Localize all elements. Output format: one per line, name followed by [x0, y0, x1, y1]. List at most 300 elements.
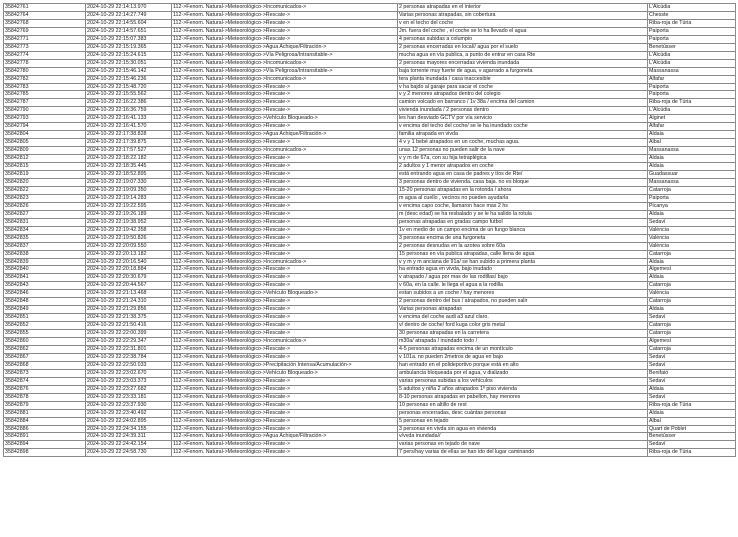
incident-id-cell: 35842785	[4, 91, 86, 99]
category-cell: 112->Fenom. Natural->Meteorológico->Rescate->	[172, 449, 398, 457]
timestamp-cell: 2024-10-29 22:14:55.604	[86, 19, 172, 27]
table-row	[4, 83, 736, 91]
description-cell: 5 adultos y niña 2 años atrapados 1º piso vivienda	[398, 385, 648, 393]
description-cell: baja torrente muy fuerte de agua, v agarrado a furgoneta	[398, 67, 648, 75]
description-cell: v encima del coche audi a3 azul claro.	[398, 314, 648, 322]
municipality-cell: L'Alcúdia	[648, 4, 736, 12]
category-cell: 112->Fenom. Natural->Meteorológico->Rescate->	[172, 226, 398, 234]
table-row	[4, 218, 736, 226]
description-cell: v y m y m anciana de 91a/ se han subido a primera planta	[398, 258, 648, 266]
category-cell: 112->Fenom. Natural->Meteorológico->Rescate->	[172, 139, 398, 147]
municipality-cell: València	[648, 226, 736, 234]
description-cell: v encima capo coche, llamaron hace mas 2 hs	[398, 202, 648, 210]
incident-id-cell: 35842852	[4, 322, 86, 330]
municipality-cell: L'Alcúdia	[648, 59, 736, 67]
municipality-cell: Aldaia	[648, 210, 736, 218]
description-cell: tera planta inundada / casa inaccesible	[398, 75, 648, 83]
description-cell: v 101a. no pueden 2metros de agua en bajo	[398, 353, 648, 361]
category-cell: 112->Fenom. Natural->Meteorológico->Agua Achique/Filtración->	[172, 43, 398, 51]
incident-id-cell: 35842815	[4, 163, 86, 171]
description-cell: 10 personas en altillo de rest	[398, 401, 648, 409]
timestamp-cell: 2024-10-29 22:19:50.826	[86, 234, 172, 242]
category-cell: 112->Fenom. Natural->Meteorológico->Incomunicados->	[172, 147, 398, 155]
table-row	[4, 250, 736, 258]
category-cell: 112->Fenom. Natural->Meteorológico->Rescate->	[172, 194, 398, 202]
municipality-cell: València	[648, 234, 736, 242]
table-row	[4, 306, 736, 314]
table-row	[4, 441, 736, 449]
category-cell: 112->Fenom. Natural->Meteorológico->Rescate->	[172, 441, 398, 449]
description-cell: 4 v y 1 bebé atrapados en un coche, muchas agua.	[398, 139, 648, 147]
timestamp-cell: 2024-10-29 22:14:13.970	[86, 4, 172, 12]
incident-id-cell: 35842839	[4, 258, 86, 266]
timestamp-cell: 2024-10-29 22:20:44.567	[86, 282, 172, 290]
municipality-cell: Sedaví	[648, 218, 736, 226]
category-cell: 112->Fenom. Natural->Meteorológico->Rescate->	[172, 298, 398, 306]
category-cell: 112->Fenom. Natural->Meteorológico->Rescate->	[172, 377, 398, 385]
municipality-cell: Picanya	[648, 202, 736, 210]
timestamp-cell: 2024-10-29 22:19:14.283	[86, 194, 172, 202]
category-cell: 112->Fenom. Natural->Meteorológico->Rescate->	[172, 314, 398, 322]
incident-id-cell: 35842894	[4, 441, 86, 449]
table-row	[4, 282, 736, 290]
incident-id-cell: 35842840	[4, 266, 86, 274]
table-row	[4, 186, 736, 194]
timestamp-cell: 2024-10-29 22:23:02.670	[86, 369, 172, 377]
table-row	[4, 369, 736, 377]
description-cell: 2 personas desnudas en la azotea sobre 60a	[398, 242, 648, 250]
description-cell: m (desc edad) se ha resbalado y se le ha salido la rotula	[398, 210, 648, 218]
description-cell: 2 personas atrapadas en el interior	[398, 4, 648, 12]
timestamp-cell: 2024-10-29 22:17:38.828	[86, 131, 172, 139]
description-cell: 7 pers/hay varias de ellas se han ido del lugar caminando	[398, 449, 648, 457]
table-row	[4, 171, 736, 179]
description-cell: m30a/ atrapada / inundado todo /	[398, 338, 648, 346]
timestamp-cell: 2024-10-29 22:20:16.540	[86, 258, 172, 266]
timestamp-cell: 2024-10-29 22:24:34.155	[86, 425, 172, 433]
description-cell: v/ dentro de coche/ ford kuga color gris metal	[398, 322, 648, 330]
description-cell: 4 personas subidas a columpio	[398, 35, 648, 43]
incident-id-cell: 35842878	[4, 393, 86, 401]
category-cell: 112->Fenom. Natural->Meteorológico->Rescate->	[172, 83, 398, 91]
category-cell: 112->Fenom. Natural->Meteorológico->Rescate->	[172, 385, 398, 393]
incident-id-cell: 35842879	[4, 401, 86, 409]
description-cell: 15 personas en vía publica atrapadas, calle llena de agua	[398, 250, 648, 258]
category-cell: 112->Fenom. Natural->Meteorológico->Rescate->	[172, 234, 398, 242]
description-cell: v y m de 67a, con su hija tetraplégica	[398, 155, 648, 163]
timestamp-cell: 2024-10-29 22:20:30.679	[86, 274, 172, 282]
timestamp-cell: 2024-10-29 22:20:18.884	[86, 266, 172, 274]
incident-id-cell: 35842876	[4, 385, 86, 393]
municipality-cell: Massanassa	[648, 147, 736, 155]
incident-id-cell: 35842822	[4, 186, 86, 194]
category-cell: 112->Fenom. Natural->Meteorológico->Precipitación Intensa/Acumulación->	[172, 361, 398, 369]
municipality-cell: Aldaia	[648, 409, 736, 417]
municipality-cell: Benetússer	[648, 433, 736, 441]
table-row	[4, 449, 736, 457]
incident-id-cell: 35842891	[4, 433, 86, 441]
table-row	[4, 91, 736, 99]
incident-id-cell: 35842837	[4, 242, 86, 250]
category-cell: 112->Fenom. Natural->Meteorológico->Rescate->	[172, 306, 398, 314]
timestamp-cell: 2024-10-29 22:16:22.386	[86, 99, 172, 107]
municipality-cell: Aldaia	[648, 131, 736, 139]
description-cell: 5 personas en tejado	[398, 417, 648, 425]
description-cell: estan subidos a un coche / hay menores	[398, 290, 648, 298]
table-row	[4, 433, 736, 441]
table-row	[4, 234, 736, 242]
table-row	[4, 59, 736, 67]
table-row	[4, 298, 736, 306]
timestamp-cell: 2024-10-29 22:23:37.930	[86, 401, 172, 409]
timestamp-cell: 2024-10-29 22:17:57.527	[86, 147, 172, 155]
table-row	[4, 43, 736, 51]
timestamp-cell: 2024-10-29 22:21:50.416	[86, 322, 172, 330]
timestamp-cell: 2024-10-29 22:18:22.182	[86, 155, 172, 163]
description-cell: varias personas subidas a los vehículos	[398, 377, 648, 385]
municipality-cell: Catarroja	[648, 330, 736, 338]
description-cell: unas 12 personas no pueden salir de la nave	[398, 147, 648, 155]
incident-id-cell: 35842773	[4, 43, 86, 51]
category-cell: 112->Fenom. Natural->Meteorológico->Rescate->	[172, 99, 398, 107]
description-cell: 2 personas dentro del bus / atrapados, no pueden salir	[398, 298, 648, 306]
incident-id-cell: 35842820	[4, 178, 86, 186]
category-cell: 112->Fenom. Natural->Meteorológico->Rescate->	[172, 393, 398, 401]
timestamp-cell: 2024-10-29 22:19:22.595	[86, 202, 172, 210]
timestamp-cell: 2024-10-29 22:19:09.350	[86, 186, 172, 194]
municipality-cell: Riba-roja de Túria	[648, 401, 736, 409]
table-row	[4, 163, 736, 171]
category-cell: 112->Fenom. Natural->Meteorológico->Rescate->	[172, 353, 398, 361]
description-cell: v atrapado / agua por mas de las rodillas/ bajo	[398, 274, 648, 282]
incident-id-cell: 35842834	[4, 226, 86, 234]
description-cell: 15-20 personas atrapadas en la rotonda / ahora	[398, 186, 648, 194]
timestamp-cell: 2024-10-29 22:23:33.181	[86, 393, 172, 401]
timestamp-cell: 2024-10-29 22:24:39.311	[86, 433, 172, 441]
description-cell: 3 personas en vivda sin agua en vivienda	[398, 425, 648, 433]
description-cell: m agua al cuello , vecinos no pueden ayudarla	[398, 194, 648, 202]
municipality-cell: Catarroja	[648, 282, 736, 290]
incident-id-cell: 35842778	[4, 59, 86, 67]
description-cell: 3 personas dentro de vivienda. casa baja. no es bloque	[398, 178, 648, 186]
incident-id-cell: 35842774	[4, 51, 86, 59]
table-row	[4, 330, 736, 338]
incident-id-cell: 35842884	[4, 417, 86, 425]
category-cell: 112->Fenom. Natural->Meteorológico->Rescate->	[172, 163, 398, 171]
category-cell: 112->Fenom. Natural->Meteorológico->Vehículo Bloqueado->	[172, 115, 398, 123]
incident-id-cell: 35842812	[4, 155, 86, 163]
description-cell: 4-5 personas atrapadas encima de un montículo	[398, 345, 648, 353]
timestamp-cell: 2024-10-29 22:24:58.730	[86, 449, 172, 457]
description-cell: está entrando agua en casa de padres y tíos de Rte/	[398, 171, 648, 179]
timestamp-cell: 2024-10-29 22:22:38.784	[86, 353, 172, 361]
category-cell: 112->Fenom. Natural->Meteorológico->Rescate->	[172, 202, 398, 210]
table-row	[4, 274, 736, 282]
municipality-cell: Sedaví	[648, 393, 736, 401]
incident-id-cell: 35842843	[4, 282, 86, 290]
category-cell: 112->Fenom. Natural->Meteorológico->Rescate->	[172, 322, 398, 330]
description-cell: camion volcado en barranco / 1v 38a / encima del camion	[398, 99, 648, 107]
category-cell: 112->Fenom. Natural->Meteorológico->Rescate->	[172, 178, 398, 186]
incident-id-cell: 35842809	[4, 147, 86, 155]
description-cell: Varias personas atrapadas	[398, 306, 648, 314]
category-cell: 112->Fenom. Natural->Meteorológico->Rescate->	[172, 171, 398, 179]
table-row	[4, 226, 736, 234]
municipality-cell: Alfafar	[648, 123, 736, 131]
timestamp-cell: 2024-10-29 22:20:09.550	[86, 242, 172, 250]
timestamp-cell: 2024-10-29 22:15:55.562	[86, 91, 172, 99]
incident-id-cell: 35842886	[4, 425, 86, 433]
timestamp-cell: 2024-10-29 22:17:39.875	[86, 139, 172, 147]
municipality-cell: València	[648, 242, 736, 250]
municipality-cell: Benetússer	[648, 43, 736, 51]
category-cell: 112->Fenom. Natural->Meteorológico->Incomunicados->	[172, 59, 398, 67]
timestamp-cell: 2024-10-29 22:15:19.365	[86, 43, 172, 51]
timestamp-cell: 2024-10-29 22:20:13.182	[86, 250, 172, 258]
category-cell: 112->Fenom. Natural->Meteorológico->Rescate->	[172, 27, 398, 35]
municipality-cell: Sedaví	[648, 353, 736, 361]
table-row	[4, 155, 736, 163]
table-row	[4, 67, 736, 75]
municipality-cell: Riba-roja de Túria	[648, 449, 736, 457]
timestamp-cell: 2024-10-29 22:19:38.952	[86, 218, 172, 226]
incident-table-body	[4, 4, 736, 457]
description-cell: 3 personas encima de una furgoneta	[398, 234, 648, 242]
category-cell: 112->Fenom. Natural->Meteorológico->Rescate->	[172, 345, 398, 353]
table-row	[4, 107, 736, 115]
municipality-cell: Riba-roja de Túria	[648, 99, 736, 107]
description-cell: Varias personas atrapadas, sin cobertura	[398, 11, 648, 19]
incident-id-cell: 35842780	[4, 67, 86, 75]
table-row	[4, 290, 736, 298]
table-row	[4, 51, 736, 59]
incident-id-cell: 35842768	[4, 19, 86, 27]
municipality-cell: Sedaví	[648, 361, 736, 369]
table-row	[4, 353, 736, 361]
timestamp-cell: 2024-10-29 22:21:29.856	[86, 306, 172, 314]
municipality-cell: Albal	[648, 139, 736, 147]
timestamp-cell: 2024-10-29 22:15:46.142	[86, 67, 172, 75]
timestamp-cell: 2024-10-29 22:24:02.895	[86, 417, 172, 425]
category-cell: 112->Fenom. Natural->Meteorológico->Rescate->	[172, 107, 398, 115]
table-row	[4, 409, 736, 417]
category-cell: 112->Fenom. Natural->Meteorológico->Rescate->	[172, 425, 398, 433]
category-cell: 112->Fenom. Natural->Meteorológico->Agua Achique/Filtración->	[172, 131, 398, 139]
table-row	[4, 345, 736, 353]
table-row	[4, 147, 736, 155]
timestamp-cell: 2024-10-29 22:22:00.399	[86, 330, 172, 338]
timestamp-cell: 2024-10-29 22:15:07.383	[86, 35, 172, 43]
description-cell: ha entrado agua en vivda, bajo inudado	[398, 266, 648, 274]
incident-id-cell: 35842826	[4, 202, 86, 210]
timestamp-cell: 2024-10-29 22:19:07.330	[86, 178, 172, 186]
table-row	[4, 338, 736, 346]
description-cell: 30 personas atrapadas en la carretera	[398, 330, 648, 338]
category-cell: 112->Fenom. Natural->Meteorológico->Rescate->	[172, 401, 398, 409]
municipality-cell: Paiporta	[648, 27, 736, 35]
category-cell: 112->Fenom. Natural->Meteorológico->Rescate->	[172, 155, 398, 163]
table-row	[4, 35, 736, 43]
incident-id-cell: 35842848	[4, 298, 86, 306]
timestamp-cell: 2024-10-29 22:15:30.051	[86, 59, 172, 67]
incident-id-cell: 35842805	[4, 139, 86, 147]
timestamp-cell: 2024-10-29 22:23:27.682	[86, 385, 172, 393]
timestamp-cell: 2024-10-29 22:24:42.154	[86, 441, 172, 449]
timestamp-cell: 2024-10-29 22:16:41.570	[86, 123, 172, 131]
category-cell: 112->Fenom. Natural->Meteorológico->Incomunicados->	[172, 75, 398, 83]
timestamp-cell: 2024-10-29 22:18:35.445	[86, 163, 172, 171]
municipality-cell: Quart de Poblet	[648, 425, 736, 433]
table-row	[4, 123, 736, 131]
table-row	[4, 361, 736, 369]
municipality-cell: Sedaví	[648, 377, 736, 385]
description-cell: 2 personas encerradas en local// agua por el suelo	[398, 43, 648, 51]
table-row	[4, 242, 736, 250]
category-cell: 112->Fenom. Natural->Meteorológico->Rescate->	[172, 282, 398, 290]
incident-id-cell: 35842787	[4, 99, 86, 107]
category-cell: 112->Fenom. Natural->Meteorológico->Rescate->	[172, 417, 398, 425]
municipality-cell: Catarroja	[648, 250, 736, 258]
category-cell: 112->Fenom. Natural->Meteorológico->Rescate->	[172, 409, 398, 417]
timestamp-cell: 2024-10-29 22:19:42.358	[86, 226, 172, 234]
category-cell: 112->Fenom. Natural->Meteorológico->Agua Achique/Filtración->	[172, 433, 398, 441]
incident-id-cell: 35842874	[4, 377, 86, 385]
table-row	[4, 210, 736, 218]
incident-id-cell: 35842819	[4, 171, 86, 179]
table-row	[4, 266, 736, 274]
incident-id-cell: 35842841	[4, 274, 86, 282]
table-row	[4, 385, 736, 393]
municipality-cell: Aldaia	[648, 155, 736, 163]
table-row	[4, 322, 736, 330]
municipality-cell: Chesste	[648, 11, 736, 19]
table-row	[4, 178, 736, 186]
timestamp-cell: 2024-10-29 22:18:52.895	[86, 171, 172, 179]
incident-id-cell: 35842782	[4, 75, 86, 83]
category-cell: 112->Fenom. Natural->Meteorológico->Vehículo Bloqueado->	[172, 369, 398, 377]
municipality-cell: Riba-roja de Túria	[648, 19, 736, 27]
timestamp-cell: 2024-10-29 22:21:13.468	[86, 290, 172, 298]
category-cell: 112->Fenom. Natural->Meteorológico->Rescate->	[172, 19, 398, 27]
municipality-cell: Catarroja	[648, 322, 736, 330]
description-cell: vivienda inundada / 2 personas dentro	[398, 107, 648, 115]
municipality-cell: Massanassa	[648, 178, 736, 186]
category-cell: 112->Fenom. Natural->Meteorológico->Rescate->	[172, 186, 398, 194]
municipality-cell: Massanassa	[648, 67, 736, 75]
table-row	[4, 99, 736, 107]
table-row	[4, 401, 736, 409]
timestamp-cell: 2024-10-29 22:15:48.720	[86, 83, 172, 91]
table-row	[4, 314, 736, 322]
category-cell: 112->Fenom. Natural->Meteorológico->Rescate->	[172, 250, 398, 258]
description-cell: personas encerradas, desc cuántas personas	[398, 409, 648, 417]
timestamp-cell: 2024-10-29 22:21:38.375	[86, 314, 172, 322]
timestamp-cell: 2024-10-29 22:15:24.615	[86, 51, 172, 59]
incident-id-cell: 35842868	[4, 361, 86, 369]
incident-id-cell: 35842851	[4, 314, 86, 322]
timestamp-cell: 2024-10-29 22:21:24.310	[86, 298, 172, 306]
timestamp-cell: 2024-10-29 22:16:41.133	[86, 115, 172, 123]
timestamp-cell: 2024-10-29 22:16:36.759	[86, 107, 172, 115]
category-cell: 112->Fenom. Natural->Meteorológico->Rescate->	[172, 91, 398, 99]
municipality-cell: Benifaió	[648, 369, 736, 377]
incident-id-cell: 35842838	[4, 250, 86, 258]
incident-id-cell: 35842855	[4, 330, 86, 338]
category-cell: 112->Fenom. Natural->Meteorológico->Vehículo Bloqueado->	[172, 290, 398, 298]
municipality-cell: València	[648, 290, 736, 298]
municipality-cell: Paiporta	[648, 194, 736, 202]
municipality-cell: Aldaia	[648, 258, 736, 266]
municipality-cell: Aldaia	[648, 385, 736, 393]
description-cell: 2 adultos y 1 menor atrapados en coche	[398, 163, 648, 171]
municipality-cell: Paiporta	[648, 91, 736, 99]
timestamp-cell: 2024-10-29 22:22:29.347	[86, 338, 172, 346]
timestamp-cell: 2024-10-29 22:23:03.373	[86, 377, 172, 385]
incident-id-cell: 35842860	[4, 338, 86, 346]
municipality-cell: Alginet	[648, 115, 736, 123]
description-cell: personas atrapadas en gradas campo futbol	[398, 218, 648, 226]
table-row	[4, 417, 736, 425]
description-cell: les han desviado GCTV por vía servicio	[398, 115, 648, 123]
table-row	[4, 27, 736, 35]
municipality-cell: L'Alcúdia	[648, 107, 736, 115]
table-row	[4, 139, 736, 147]
category-cell: 112->Fenom. Natural->Meteorológico->Rescate->	[172, 266, 398, 274]
description-cell: 2 personas mayores encerradas vivienda inundada	[398, 59, 648, 67]
incident-id-cell: 35842793	[4, 115, 86, 123]
incident-id-cell: 35842783	[4, 83, 86, 91]
municipality-cell: Guadassuar	[648, 171, 736, 179]
incident-id-cell: 35842771	[4, 35, 86, 43]
table-row	[4, 377, 736, 385]
category-cell: 112->Fenom. Natural->Meteorológico->Rescate->	[172, 210, 398, 218]
incident-id-cell: 35842849	[4, 306, 86, 314]
category-cell: 112->Fenom. Natural->Meteorológico->Incomunicados->	[172, 4, 398, 12]
timestamp-cell: 2024-10-29 22:14:57.651	[86, 27, 172, 35]
category-cell: 112->Fenom. Natural->Meteorológico->Rescate->	[172, 242, 398, 250]
table-row	[4, 11, 736, 19]
municipality-cell: Sedaví	[648, 314, 736, 322]
category-cell: 112->Fenom. Natural->Meteorológico->Rescate->	[172, 218, 398, 226]
incident-id-cell: 35842846	[4, 290, 86, 298]
description-cell: varias personas en tejado de nave	[398, 441, 648, 449]
incident-id-cell: 35842804	[4, 131, 86, 139]
incident-id-cell: 35842881	[4, 409, 86, 417]
municipality-cell: Catarroja	[648, 186, 736, 194]
incident-table	[3, 3, 736, 457]
timestamp-cell: 2024-10-29 22:19:26.189	[86, 210, 172, 218]
category-cell: 112->Fenom. Natural->Meteorológico->Vía Peligrosa/Intransitable->	[172, 67, 398, 75]
municipality-cell: Catarroja	[648, 345, 736, 353]
incident-id-cell: 35842764	[4, 11, 86, 19]
description-cell: v/vvda inundada//	[398, 433, 648, 441]
municipality-cell: Aldaia	[648, 163, 736, 171]
incident-id-cell: 35842862	[4, 345, 86, 353]
description-cell: v y 2 menores atrapados dentro del colegio	[398, 91, 648, 99]
table-row	[4, 131, 736, 139]
incident-id-cell: 35842769	[4, 27, 86, 35]
timestamp-cell: 2024-10-29 22:23:40.492	[86, 409, 172, 417]
description-cell: v encima del techo del coche/ se le ha inundado coche	[398, 123, 648, 131]
municipality-cell: Albal	[648, 417, 736, 425]
incident-id-cell: 35842831	[4, 218, 86, 226]
incident-id-cell: 35842794	[4, 123, 86, 131]
description-cell: ambulancia bloqueada por el agua, v dializado	[398, 369, 648, 377]
description-cell: v en el techo del coche	[398, 19, 648, 27]
category-cell: 112->Fenom. Natural->Meteorológico->Incomunicados->	[172, 338, 398, 346]
table-row	[4, 19, 736, 27]
description-cell: v ha bajdo al garaje para sacar el coche	[398, 83, 648, 91]
